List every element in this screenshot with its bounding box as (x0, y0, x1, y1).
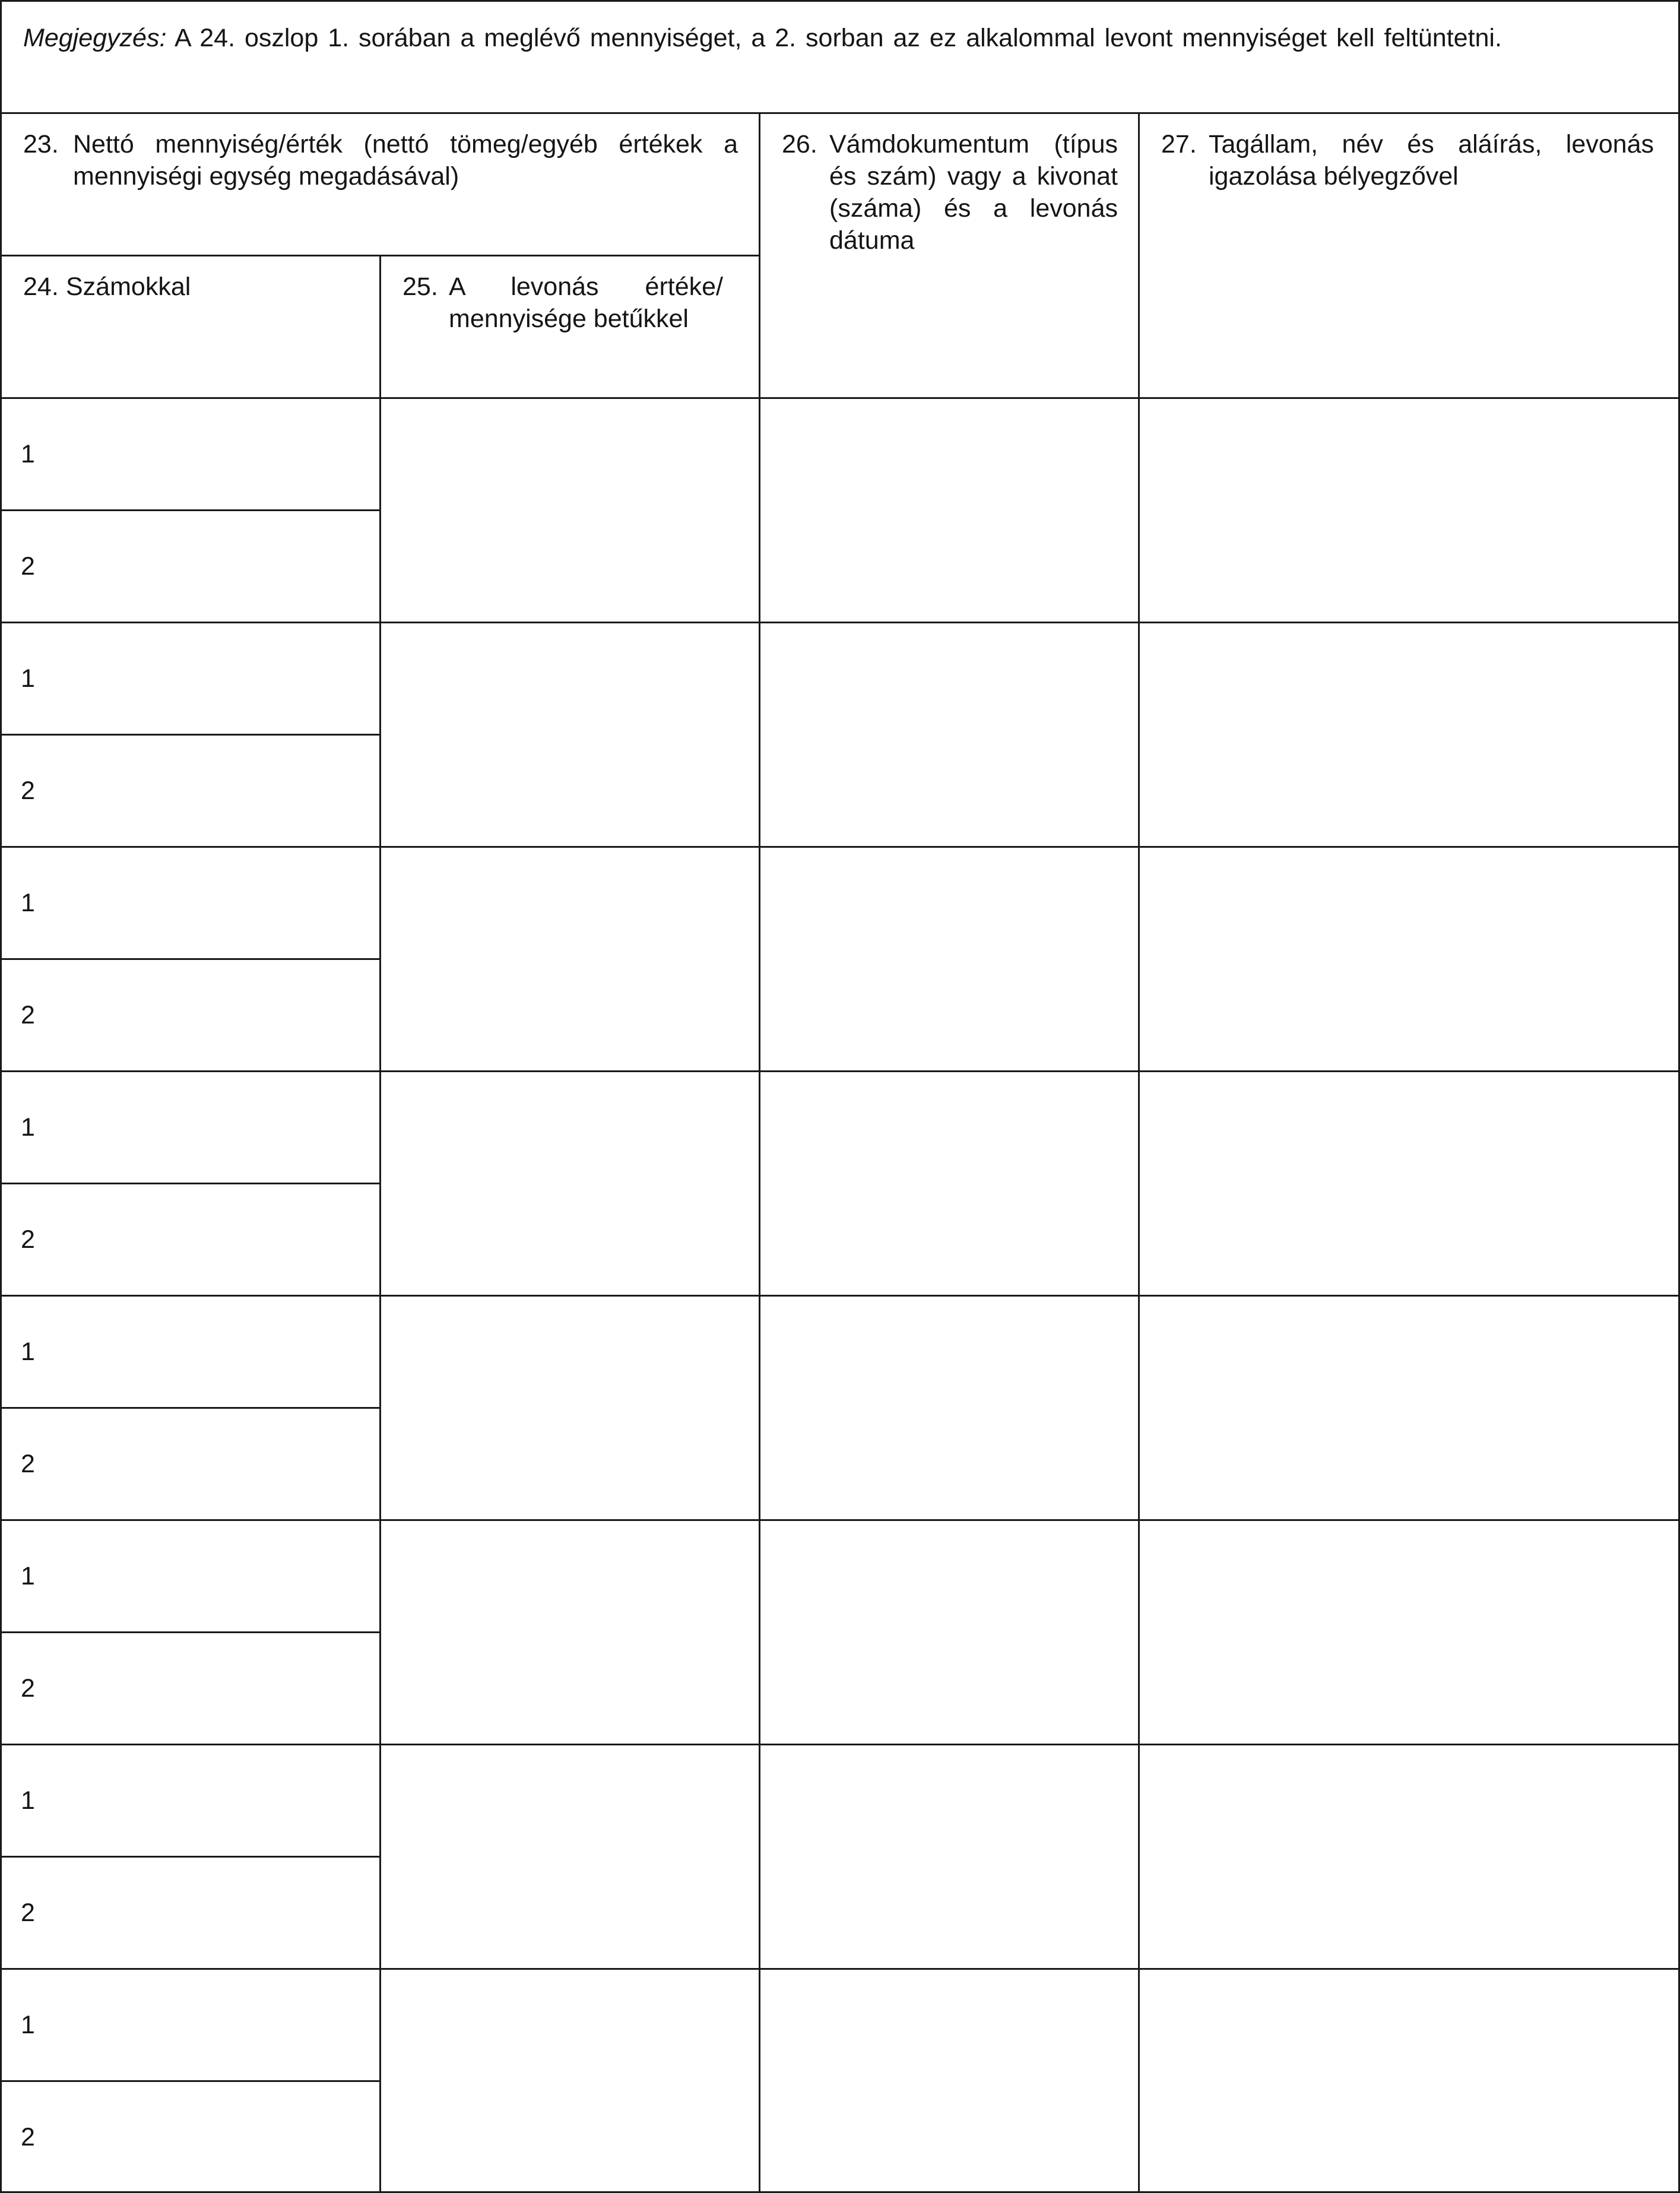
member-state-signature-cell[interactable] (1138, 1744, 1680, 1970)
header-24-label: Számokkal (66, 272, 191, 301)
line-number-1: 1 (21, 2011, 35, 2039)
customs-document-cell[interactable] (759, 622, 1140, 848)
line-number-1: 1 (21, 1113, 35, 1142)
line-number-1: 1 (21, 1786, 35, 1815)
customs-document-cell[interactable] (759, 1295, 1140, 1521)
in-words-cell[interactable] (379, 846, 760, 1072)
header-24-number: 24. (23, 272, 59, 301)
header-26-number: 26. (782, 130, 817, 159)
customs-document-cell[interactable] (759, 1070, 1140, 1297)
member-state-signature-cell[interactable] (1138, 397, 1680, 623)
figures-cell-line-2[interactable] (0, 2080, 381, 2193)
member-state-signature-cell[interactable] (1138, 1519, 1680, 1745)
note-box (0, 0, 1680, 114)
header-27-number: 27. (1161, 130, 1197, 159)
header-24-text (23, 271, 362, 303)
header-27-label: Tagállam, név és aláírás, levonás igazolása bélyegzővel (1209, 130, 1654, 191)
figures-cell-line-2[interactable] (0, 1856, 381, 1970)
figures-cell-line-1[interactable] (0, 1744, 381, 1858)
line-number-2: 2 (21, 1674, 35, 1703)
header-26-text (782, 128, 1118, 256)
member-state-signature-cell[interactable] (1138, 622, 1680, 848)
header-25-number: 25. (402, 272, 438, 301)
figures-cell-line-1[interactable] (0, 397, 381, 511)
customs-document-cell[interactable] (759, 1519, 1140, 1745)
line-number-2: 2 (21, 777, 35, 805)
line-number-1: 1 (21, 889, 35, 917)
line-number-2: 2 (21, 1225, 35, 1254)
line-number-1: 1 (21, 1562, 35, 1590)
in-words-cell[interactable] (379, 1295, 760, 1521)
customs-document-cell[interactable] (759, 846, 1140, 1072)
customs-document-cell[interactable] (759, 1744, 1140, 1970)
in-words-cell[interactable] (379, 1968, 760, 2193)
header-24-in-figures (0, 255, 381, 399)
member-state-signature-cell[interactable] (1138, 846, 1680, 1072)
header-26-label: Vámdokumentum (típus és szám) vagy a kivonat (száma) és a levonás dátuma (829, 130, 1118, 255)
figures-cell-line-1[interactable] (0, 1968, 381, 2082)
figures-cell-line-2[interactable] (0, 1407, 381, 1521)
note-prefix: Megjegyzés: (23, 24, 167, 52)
header-23-net-quantity (0, 112, 760, 256)
header-23-text (23, 128, 738, 192)
line-number-2: 2 (21, 1450, 35, 1478)
customs-document-cell[interactable] (759, 1968, 1140, 2193)
figures-cell-line-2[interactable] (0, 1183, 381, 1297)
figures-cell-line-1[interactable] (0, 1070, 381, 1184)
figures-cell-line-2[interactable] (0, 509, 381, 623)
in-words-cell[interactable] (379, 622, 760, 848)
line-number-2: 2 (21, 2123, 35, 2151)
figures-cell-line-2[interactable] (0, 958, 381, 1072)
header-25-text (402, 271, 723, 335)
header-23-label: Nettó mennyiség/érték (nettó tömeg/egyéb értékek a mennyiségi egység megadásával) (73, 130, 738, 191)
line-number-2: 2 (21, 552, 35, 581)
line-number-2: 2 (21, 1899, 35, 1927)
in-words-cell[interactable] (379, 397, 760, 623)
in-words-cell[interactable] (379, 1519, 760, 1745)
figures-cell-line-2[interactable] (0, 1631, 381, 1745)
member-state-signature-cell[interactable] (1138, 1295, 1680, 1521)
note-text (23, 22, 1502, 54)
header-23-number: 23. (23, 130, 59, 159)
line-number-1: 1 (21, 664, 35, 693)
figures-cell-line-1[interactable] (0, 1519, 381, 1633)
member-state-signature-cell[interactable] (1138, 1070, 1680, 1297)
line-number-2: 2 (21, 1001, 35, 1029)
line-number-1: 1 (21, 440, 35, 468)
header-27-member-state (1138, 112, 1680, 399)
in-words-cell[interactable] (379, 1744, 760, 1970)
header-25-label: A levonás értéke/ mennyisége betűkkel (449, 272, 723, 333)
header-26-customs-document (759, 112, 1140, 399)
member-state-signature-cell[interactable] (1138, 1968, 1680, 2193)
header-25-in-words (379, 255, 760, 399)
figures-cell-line-1[interactable] (0, 622, 381, 736)
figures-cell-line-1[interactable] (0, 1295, 381, 1409)
customs-document-cell[interactable] (759, 397, 1140, 623)
note-body: A 24. oszlop 1. sorában a meglévő mennyiséget, a 2. sorban az ez alkalommal levont mennyiséget kell feltüntetni. (174, 24, 1502, 52)
line-number-1: 1 (21, 1338, 35, 1366)
figures-cell-line-2[interactable] (0, 734, 381, 848)
figures-cell-line-1[interactable] (0, 846, 381, 960)
in-words-cell[interactable] (379, 1070, 760, 1297)
header-27-text (1161, 128, 1654, 192)
